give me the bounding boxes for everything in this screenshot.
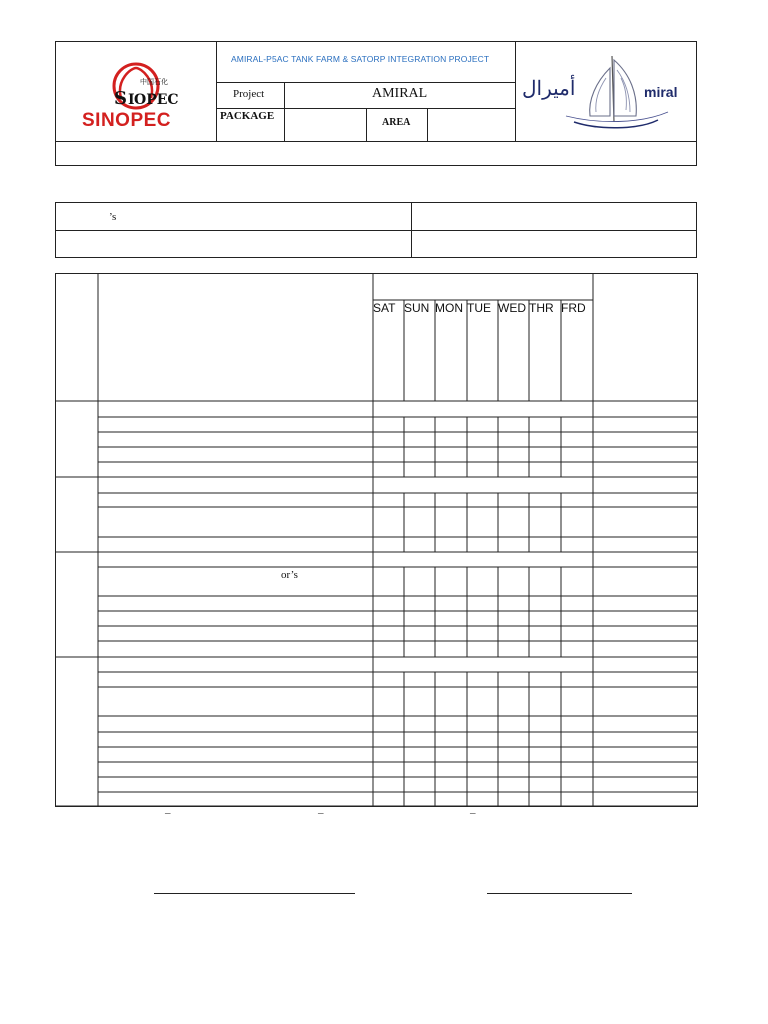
sinopec-wordmark: SINOPEC	[82, 110, 172, 131]
info-row1-text: ’s	[109, 211, 117, 223]
area-label: AREA	[382, 117, 411, 128]
sinopec-logo	[76, 60, 196, 130]
sinopec-emblem-icon	[76, 60, 196, 110]
footer-dash-3: –	[470, 807, 476, 819]
amiral-logo	[518, 48, 694, 136]
section3-row1-text: or’s	[281, 569, 298, 581]
footer-dash-2: –	[318, 807, 324, 819]
package-label: PACKAGE	[220, 110, 275, 122]
document-header	[55, 41, 697, 166]
day-header-wed: WED	[498, 301, 526, 315]
day-header-frd: FRD	[561, 301, 586, 315]
day-header-mon: MON	[435, 301, 463, 315]
project-title: AMIRAL-P5AC TANK FARM & SATORP INTEGRATION PROJECT	[231, 54, 490, 64]
info-box	[55, 202, 697, 258]
footer-dash-1: –	[165, 807, 171, 819]
amiral-latin-wordmark: miral	[644, 84, 678, 100]
table-border	[56, 274, 698, 807]
amiral-arabic-wordmark: أميرال	[522, 76, 576, 100]
svg-text:中国石化: 中国石化	[140, 78, 168, 86]
project-label: Project	[233, 88, 265, 100]
svg-text:I: I	[128, 92, 135, 108]
svg-text:S: S	[114, 88, 127, 109]
weekly-check-table	[55, 273, 698, 808]
day-header-sat: SAT	[373, 301, 396, 315]
svg-text:OPEC: OPEC	[134, 92, 179, 108]
day-header-thr: THR	[529, 301, 554, 315]
day-header-tue: TUE	[467, 301, 491, 315]
signature-line-right	[487, 893, 632, 894]
project-value: AMIRAL	[372, 86, 428, 101]
day-header-sun: SUN	[404, 301, 430, 315]
signature-line-left	[154, 893, 355, 894]
